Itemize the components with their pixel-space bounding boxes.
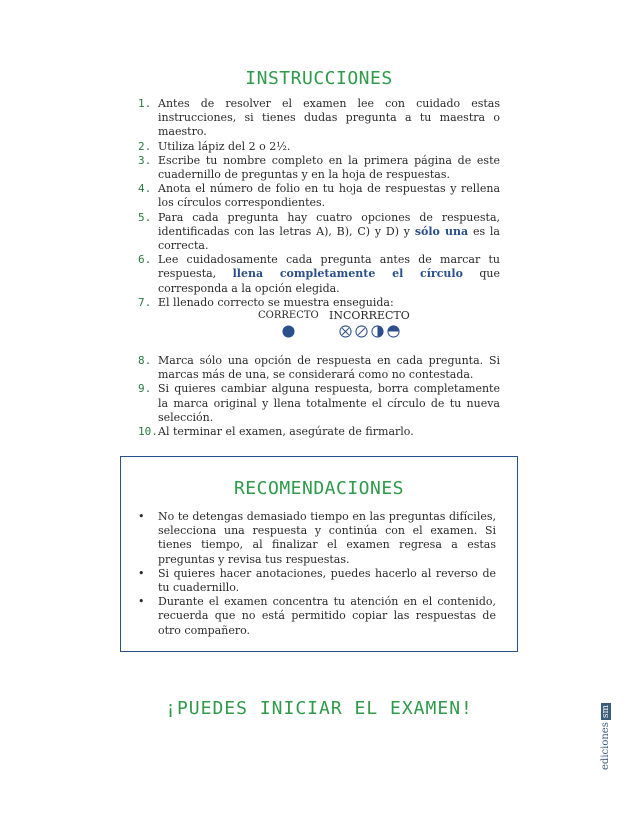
item-text: Anota el número de folio en tu hoja de respuestas y rellena los círculos correspondientes.: [158, 182, 500, 210]
top-filled-circle-icon: [387, 325, 400, 338]
start-message: ¡PUEDES INICIAR EL EXAMEN!: [165, 698, 473, 719]
text-segment: que corresponda a la opción elegida.: [158, 267, 500, 295]
item-text: No te detengas demasiado tiempo en las preguntas difíciles, selecciona una respuesta y continúa con el examen. Si tienes tiempo, al finalizar el examen regresa a estas preguntas y revisa tus respuestas.: [158, 510, 496, 566]
emphasis-text: llena completamente el círculo: [232, 267, 463, 281]
fill-example: [138, 310, 500, 354]
slashed-circle-icon: [355, 325, 368, 338]
instruction-item: [138, 425, 500, 439]
incorrect-example: [329, 310, 409, 338]
item-text: Al terminar el examen, asegúrate de firmarlo.: [158, 425, 414, 439]
instruction-item: [138, 182, 500, 210]
instructions-list: [138, 97, 500, 439]
item-text: [158, 253, 500, 296]
instruction-item: [138, 154, 500, 182]
recommendation-item: [138, 567, 496, 595]
half-filled-circle-icon: [371, 325, 384, 338]
instruction-item: [138, 354, 500, 382]
item-number: 3.: [138, 153, 152, 167]
item-number: 5.: [138, 210, 152, 224]
bullet-icon: •: [138, 595, 145, 609]
item-text: Si quieres cambiar alguna respuesta, borra completamente la marca original y llena totalmente el círculo de tu nueva selección.: [158, 382, 500, 424]
item-number: 10.: [138, 425, 158, 439]
recommendation-item: [138, 595, 496, 638]
item-text: El llenado correcto se muestra enseguida:: [158, 295, 394, 309]
item-text: [158, 211, 500, 254]
item-number: 2.: [138, 139, 152, 153]
instruction-item: [138, 253, 500, 296]
item-text: Antes de resolver el examen lee con cuidado estas instrucciones, si tienes dudas pregunta a tu maestra o maestro.: [158, 97, 500, 139]
instruction-item: [138, 296, 500, 310]
bullet-icon: •: [138, 566, 145, 580]
emphasis-text: sólo una: [414, 224, 469, 238]
correct-label: CORRECTO: [258, 310, 319, 322]
text-segment: es la correcta.: [158, 224, 500, 253]
publisher-badge: sm: [601, 705, 611, 719]
item-number: 7.: [138, 295, 152, 309]
text-segment: Para cada pregunta hay cuatro opciones de respuesta, identificadas con las letras A), B), C) y D) y: [158, 210, 500, 238]
item-number: 4.: [138, 182, 152, 196]
item-text: Escribe tu nombre completo en la primera página de este cuadernillo de preguntas y en la hoja de respuestas.: [158, 153, 500, 182]
item-number: 6.: [138, 253, 152, 267]
item-text: Utiliza lápiz del 2 o 2½.: [158, 139, 291, 153]
item-text: Si quieres hacer anotaciones, puedes hacerlo al reverso de tu cuadernillo.: [158, 566, 496, 595]
instructions-title: INSTRUCCIONES: [245, 68, 393, 89]
item-number: 1.: [138, 97, 152, 110]
bullet-icon: •: [138, 510, 145, 523]
recommendations-title: RECOMENDACIONES: [233, 478, 405, 499]
item-text: Marca sólo una opción de respuesta en cada pregunta. Si marcas más de una, se considerará como no contestada.: [158, 354, 500, 382]
incorrect-label: INCORRECTO: [329, 309, 410, 323]
text-segment: Lee cuidadosamente cada pregunta antes de marcar tu respuesta,: [158, 253, 500, 281]
recommendations-list: [138, 510, 496, 638]
item-number: 8.: [138, 354, 152, 368]
correct-example: [258, 310, 318, 338]
publisher-name: ediciones: [600, 722, 611, 770]
item-text: Durante el examen concentra tu atención en el contenido, recuerda que no está permitido copiar las respuestas de otro compañero.: [158, 595, 496, 637]
item-number: 9.: [138, 382, 152, 396]
instruction-item: [138, 140, 500, 154]
instruction-item: [138, 97, 500, 140]
crossed-circle-icon: [339, 325, 352, 338]
instruction-item: [138, 382, 500, 425]
filled-circle-icon: [282, 325, 295, 338]
recommendation-item: [138, 510, 496, 567]
instruction-item: [138, 211, 500, 254]
publisher-logo: [598, 700, 618, 770]
